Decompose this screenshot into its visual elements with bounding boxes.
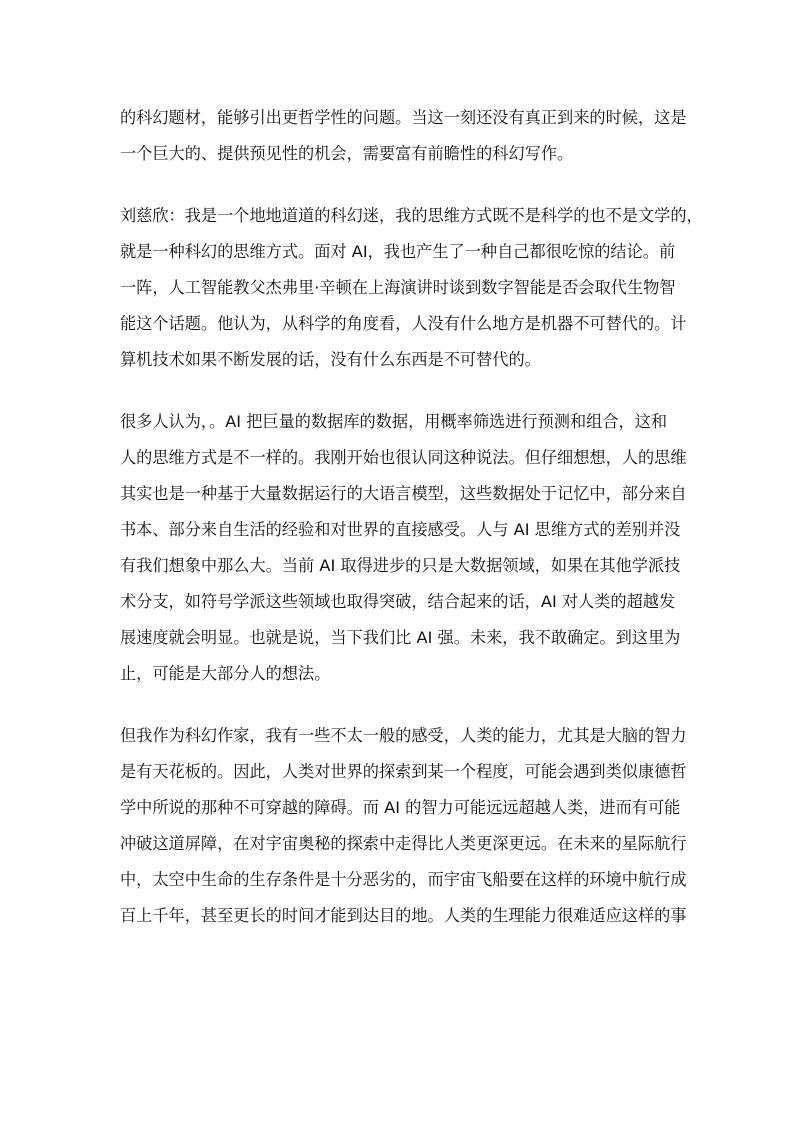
text-line: 一个巨大的、提供预见性的机会，需要富有前瞻性的科幻写作。 [120,144,574,163]
text-line: 其实也是一种基于大量数据运行的大语言模型，这些数据处于记忆中，部分来自 [120,484,687,503]
text-line: 中，太空中生命的生存条件是十分恶劣的，而宇宙飞船要在这样的环境中航行成 [120,870,687,889]
paragraph-gap [120,172,680,198]
text-line: 有我们想象中那么大。当前 AI 取得进步的只是大数据领域，如果在其他学派技 [120,556,681,575]
text-line: 很多人认为，。AI 把巨量的数据库的数据，用概率筛选进行预测和组合，这和 [120,412,668,431]
text-line: 是有天花板的。因此，人类对世界的探索到某一个程度，可能会遇到类似康德哲 [120,762,687,781]
text-line: 百上千年，甚至更长的时间才能到达目的地。人类的生理能力很难适应这样的事 [120,906,687,925]
text-line: 但我作为科幻作家，我有一些不太一般的感受，人类的能力，尤其是大脑的智力 [120,726,687,745]
text-line: 算机技术如果不断发展的话，没有什么东西是不可替代的。 [120,350,541,369]
text-line: 人的思维方式是不一样的。我刚开始也很认同这种说法。但仔细想想，人的思维 [120,448,687,467]
text-line: 展速度就会明显。也就是说，当下我们比 AI 强。未来，我不敢确定。到这里为 [120,628,681,647]
paragraph-gap [120,692,680,718]
paragraph-3 [120,404,687,692]
paragraph-4 [120,718,687,934]
text-line: 刘慈欣：我是一个地地道道的科幻迷，我的思维方式既不是科学的也不是文学的， [120,206,703,225]
text-line: 学中所说的那种不可穿越的障碍。而 AI 的智力可能远远超越人类，进而有可能 [120,798,681,817]
paragraph-1 [120,100,687,172]
text-line: 能这个话题。他认为，从科学的角度看，人没有什么地方是机器不可替代的。计 [120,314,687,333]
paragraph-2 [120,198,703,378]
text-line: 冲破这道屏障，在对宇宙奥秘的探索中走得比人类更深更远。在未来的星际航行 [120,834,687,853]
text-line: 止，可能是大部分人的想法。 [120,664,331,683]
text-line: 书本、部分来自生活的经验和对世界的直接感受。人与 AI 思维方式的差别并没 [120,520,681,539]
text-line: 就是一种科幻的思维方式。面对 AI，我也产生了一种自己都很吃惊的结论。前 [120,242,676,261]
document-body [120,100,703,934]
paragraph-gap [120,378,680,404]
text-line: 一阵，人工智能教父杰弗里·辛顿在上海演讲时谈到数字智能是否会取代生物智 [120,278,676,297]
text-line: 术分支，如符号学派这些领域也取得突破，结合起来的话，AI 对人类的超越发 [120,592,676,611]
text-line: 的科幻题材，能够引出更哲学性的问题。当这一刻还没有真正到来的时候，这是 [120,108,687,127]
